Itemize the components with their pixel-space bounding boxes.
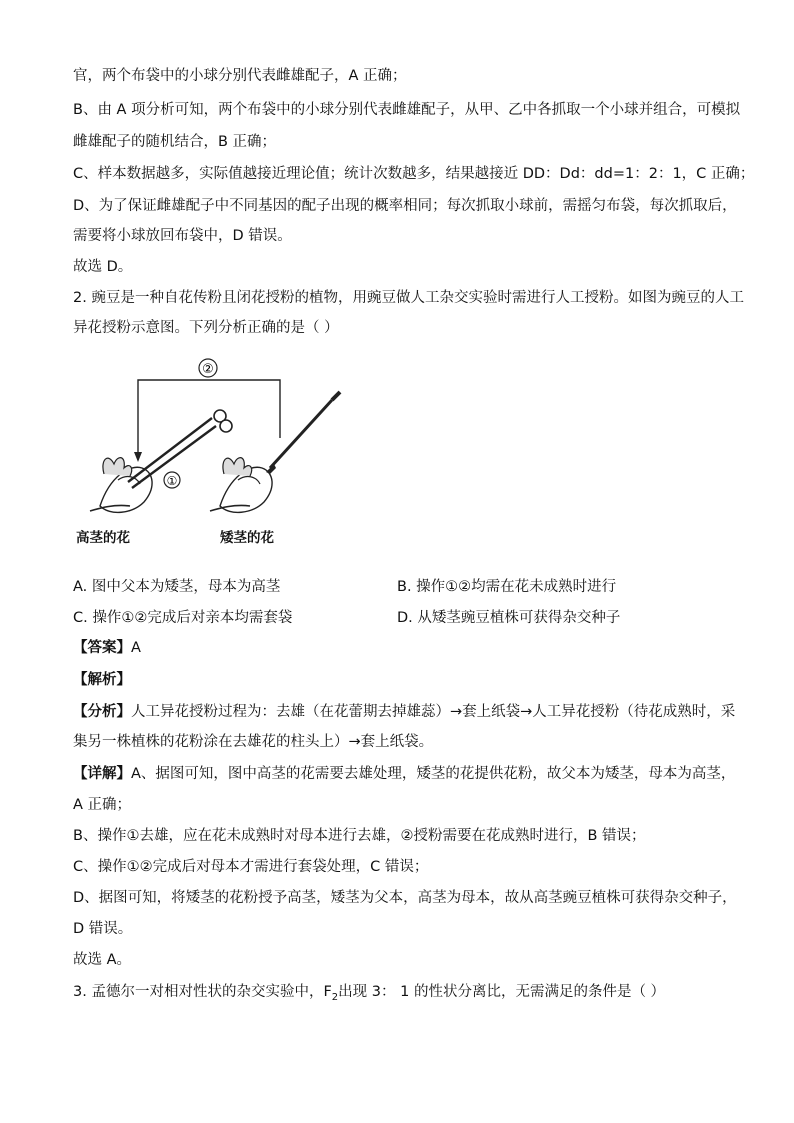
fenxi-text: 人工异花授粉过程为：去雄（在花蕾期去掉雄蕊）→套上纸袋→人工异花授粉（待花成熟时，采 xyxy=(131,704,736,720)
answer-value: A xyxy=(131,640,141,656)
option-d: D. 从矮茎豌豆植株可获得杂交种子 xyxy=(397,610,621,626)
xiangjie-tag: 【详解】 xyxy=(73,766,131,782)
option-c: C. 操作①②完成后对亲本均需套袋 xyxy=(73,610,293,626)
pollination-diagram xyxy=(70,356,350,556)
q3-prefix: 3. 孟德尔一对相对性状的杂交实验中，F xyxy=(73,984,332,1000)
mark-2: ② xyxy=(202,362,214,377)
text-line: 官，两个布袋中的小球分别代表雌雄配子，A 正确； xyxy=(73,68,407,84)
option-a: A. 图中父本为矮茎，母本为高茎 xyxy=(73,579,281,595)
text-line: 集另一株植株的花粉涂在去雄花的柱头上）→套上纸袋。 xyxy=(73,734,434,750)
label-tall-flower: 高茎的花 xyxy=(76,530,130,546)
question-2-stem: 2. 豌豆是一种自花传粉且闭花授粉的植物，用豌豆做人工杂交实验时需进行人工授粉。如图为豌豆的人工 xyxy=(73,290,744,306)
text-line: 需要将小球放回布袋中，D 错误。 xyxy=(73,228,292,244)
fenxi-tag: 【分析】 xyxy=(73,704,131,720)
text-line: D、据图可知，将矮茎的花粉授予高茎，矮茎为父本，高茎为母本，故从高茎豌豆植株可获得杂交种子， xyxy=(73,890,737,906)
q3-suffix: 出现 3： 1 的性状分离比，无需满足的条件是（ ） xyxy=(338,984,666,1000)
analysis-fenxi xyxy=(73,702,735,722)
answer-line xyxy=(73,638,141,658)
text-line: D 错误。 xyxy=(73,921,133,937)
question-3-stem xyxy=(73,982,665,1008)
text-line: A 正确； xyxy=(73,797,132,813)
xiangjie-text: A、据图可知，图中高茎的花需要去雄处理，矮茎的花提供花粉，故父本为矮茎，母本为高茎， xyxy=(131,766,736,782)
text-line: C、样本数据越多，实际值越接近理论值；统计次数越多，结果越接近 DD：Dd：dd=1：2：1，C 正确； xyxy=(73,166,755,182)
text-line: C、操作①②完成后对母本才需进行套袋处理，C 错误； xyxy=(73,859,429,875)
label-short-flower: 矮茎的花 xyxy=(220,530,274,546)
q3-subscript: 2 xyxy=(331,991,339,1003)
text-line: D、为了保证雌雄配子中不同基因的配子出现的概率相同；每次抓取小球前，需摇匀布袋，每次抓取后， xyxy=(73,198,737,214)
analysis-tag: 【解析】 xyxy=(73,672,131,688)
question-2-stem: 异花授粉示意图。下列分析正确的是（ ） xyxy=(73,320,339,336)
answer-tag: 【答案】 xyxy=(73,640,131,656)
text-line: 雌雄配子的随机结合，B 正确； xyxy=(73,134,277,150)
option-b: B. 操作①②均需在花未成熟时进行 xyxy=(397,579,617,595)
analysis-xiangjie xyxy=(73,764,735,784)
text-line: B、由 A 项分析可知，两个布袋中的小球分别代表雌雄配子，从甲、乙中各抓取一个小球并组合，可模拟 xyxy=(73,102,741,118)
mark-1: ① xyxy=(166,474,178,488)
text-line: 故选 A。 xyxy=(73,952,132,968)
text-line: 故选 D。 xyxy=(73,259,133,275)
pollination-illustration xyxy=(70,356,350,526)
text-line: B、操作①去雄，应在花未成熟时对母本进行去雄，②授粉需要在花成熟时进行，B 错误； xyxy=(73,828,646,844)
